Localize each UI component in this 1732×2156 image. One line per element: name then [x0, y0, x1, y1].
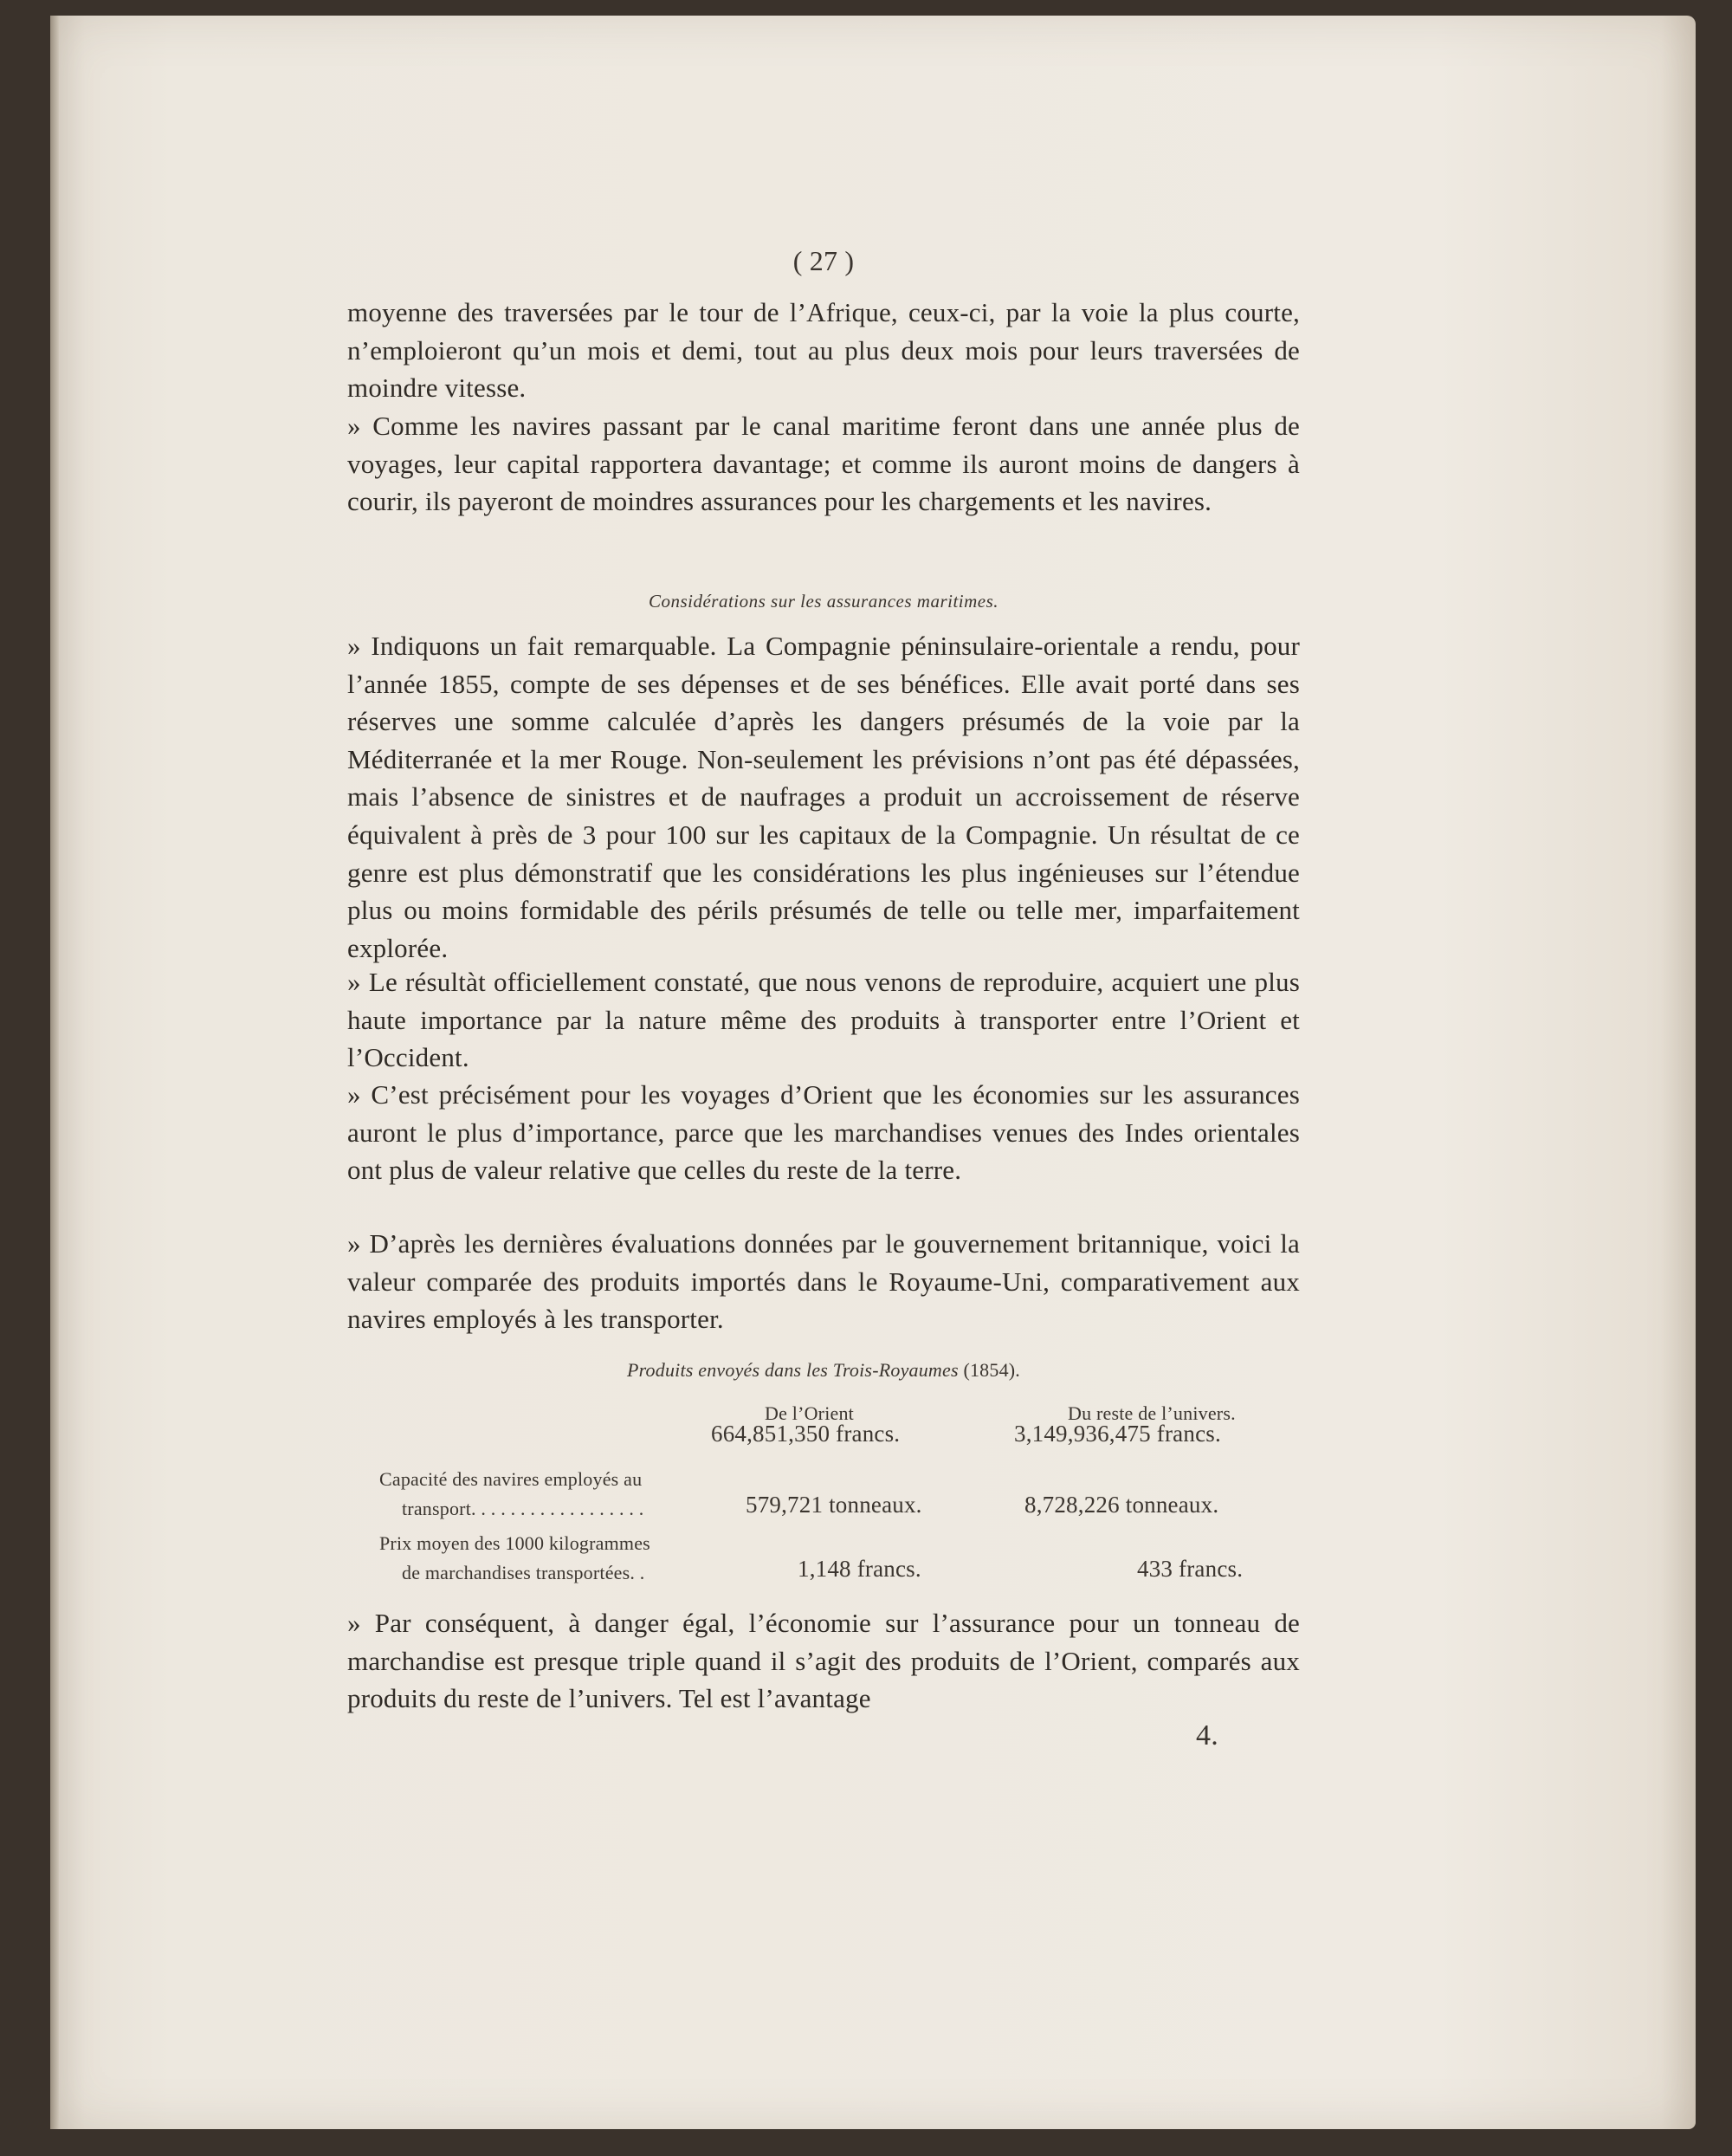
table-caption-year: (1854). [963, 1359, 1021, 1381]
book-page [50, 16, 1696, 2129]
page-number: ( 27 ) [792, 245, 855, 276]
value-rest-products: 3,149,936,475 francs. [1014, 1421, 1221, 1447]
value-orient-capacity: 579,721 tonneaux. [746, 1492, 922, 1518]
column-header-rest: Du reste de l’univers. [1068, 1402, 1236, 1424]
row-label-price: Prix moyen des 1000 kilogrammes [379, 1532, 650, 1554]
paragraph-2: » Comme les navires passant par le canal maritime feront dans une année plus de voyages, leur capital rapportera davantage; et comme ils auront moins de dangers à courir, ils payeront de moindres assurances pour les chargements et les navires. [347, 411, 1300, 517]
page-gutter [50, 16, 59, 2129]
value-orient-price: 1,148 francs. [798, 1556, 921, 1582]
paragraph-1: moyenne des traversées par le tour de l’Afrique, ceux-ci, par la voie la plus courte, n’emploieront qu’un mois et demi, tout au plus deux mois pour leurs traversées de moindre vitesse. [347, 297, 1300, 404]
paragraph-6: » D’après les dernières évaluations données par le gouvernement britannique, voici la valeur comparée des produits importés dans le Royaume-Uni, comparativement aux navires employés à les transporter. [347, 1228, 1300, 1335]
row-label-price-cont: de marchandises transportées. . [402, 1562, 645, 1583]
value-rest-price: 433 francs. [1137, 1556, 1244, 1582]
paragraph-4: » Le résultàt officiellement constaté, que nous venons de reproduire, acquiert une plus haute importance par la nature même des produits à transporter entre l’Orient et l’Occident. [347, 967, 1300, 1073]
section-heading: Considérations sur les assurances maritimes. [648, 591, 999, 612]
value-orient-products: 664,851,350 francs. [711, 1421, 901, 1447]
table-caption [347, 1351, 1300, 1389]
row-label-capacity: Capacité des navires employés au [379, 1468, 643, 1490]
row-label-capacity-cont: transport. . . . . . . . . . . . . . . . . . [402, 1498, 644, 1519]
paragraph-7: » Par conséquent, à danger égal, l’économie sur l’assurance pour un tonneau de marchandise est presque triple quand il s’agit des produits de l’Orient, comparés aux produits du reste de l’univers. Tel est l’avantage [347, 1608, 1300, 1714]
paragraph-5: » C’est précisément pour les voyages d’Orient que les économies sur les assurances auront le plus d’importance, parce que les marchandises venues des Indes orientales ont plus de valeur relative que celles du reste de la terre. [347, 1079, 1300, 1186]
paragraph-3: » Indiquons un fait remarquable. La Compagnie péninsulaire-orientale a rendu, pour l’année 1855, compte de ses dépenses et de ses bénéfices. Elle avait porté dans ses réserves une somme calculée d’après les dangers présumés de la voie par la Méditerranée et la mer Rouge. Non-seulement les prévisions n’ont pas été dépassées, mais l’absence de sinistres et de naufrages a produit un accroissement de réserve équivalent à près de 3 pour 100 sur les capitaux de la Compagnie. Un résultat de ce genre est plus démonstratif que les considérations les plus ingénieuses sur l’étendue plus ou moins formidable des périls présumés de telle ou telle mer, imparfaitement explorée. [347, 631, 1300, 963]
column-header-orient: De l’Orient [765, 1402, 854, 1424]
text-block [347, 16, 1300, 2129]
value-rest-capacity: 8,728,226 tonneaux. [1024, 1492, 1219, 1518]
table-caption-text: Produits envoyés dans les Trois-Royaumes [626, 1359, 959, 1381]
signature-mark: 4. [1196, 1719, 1218, 1751]
